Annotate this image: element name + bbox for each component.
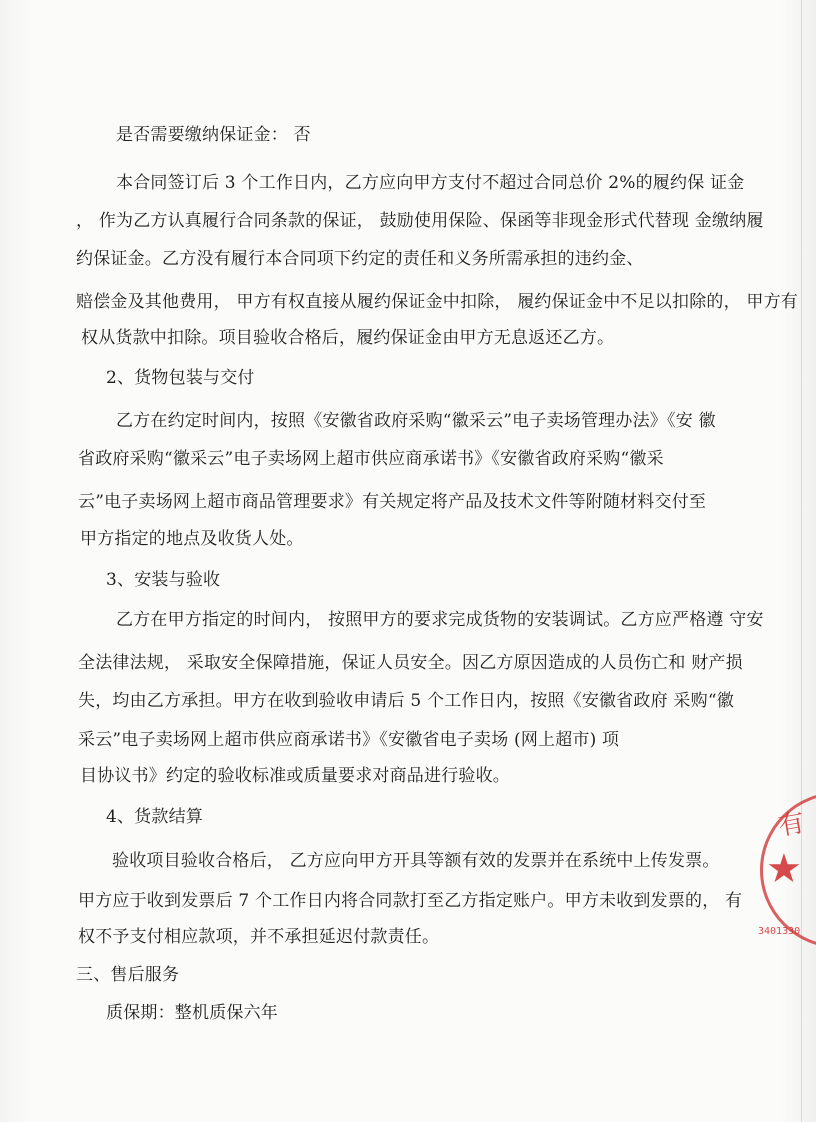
seal-character: 有 [776,807,807,842]
paragraph-line: 乙方在约定时间内，按照《安徽省政府采购“徽采云”电子卖场管理办法》《安 徽 [116,411,716,431]
warranty-line: 质保期：整机质保六年 [106,1003,278,1023]
seal-number: 3401330 [758,926,801,937]
paragraph-line: 验收项目验收合格后， 乙方应向甲方开具等额有效的发票并在系统中上传发票。 [112,851,720,871]
paragraph-line: 甲方应于收到发票后 7 个工作日内将合同款打至乙方指定账户。甲方未收到发票的， 有 [78,891,743,911]
official-seal [752,790,816,960]
section-heading: 2、货物包装与交付 [106,368,255,388]
paragraph-line: 本合同签订后 3 个工作日内，乙方应向甲方支付不超过合同总价 2%的履约保 证金 [116,173,745,193]
seal-star-icon: ★ [766,846,802,892]
paragraph-line: ， 作为乙方认真履行合同条款的保证， 鼓励使用保险、保函等非现金形式代替现 金缴纳履 [76,211,764,231]
paragraph-line: 全法律法规， 采取安全保障措施，保证人员安全。因乙方原因造成的人员伤亡和 财产损 [78,653,743,673]
paragraph-line: 甲方指定的地点及收货人处。 [80,529,304,549]
paragraph-line: 失，均由乙方承担。甲方在收到验收申请后 5 个工作日内，按照《安徽省政府 采购“徽 [78,691,734,711]
paragraph-line: 目协议书》约定的验收标准或质量要求对商品进行验收。 [80,766,510,786]
paragraph-line: 省政府采购“徽采云”电子卖场网上超市供应商承诺书》《安徽省政府采购“徽采 [78,449,664,469]
section-heading: 4、货款结算 [106,807,204,827]
paragraph-line: 云”电子卖场网上超市商品管理要求》有关规定将产品及技术文件等附随材料交付至 [78,492,707,512]
paragraph-line: 采云”电子卖场网上超市供应商承诺书》《安徽省电子卖场 (网上超市) 项 [78,730,620,750]
paragraph-line: 乙方在甲方指定的时间内， 按照甲方的要求完成货物的安装调试。乙方应严格遵 守安 [116,610,764,630]
paragraph-line: 赔偿金及其他费用， 甲方有权直接从履约保证金中扣除， 履约保证金中不足以扣除的， 甲方有 [76,292,799,312]
section-heading: 3、安装与验收 [106,570,221,590]
deposit-required-line: 是否需要缴纳保证金： 否 [116,125,311,145]
section-heading: 三、售后服务 [76,965,180,985]
paragraph-line: 权不予支付相应款项，并不承担延迟付款责任。 [78,927,440,947]
paragraph-line: 约保证金。乙方没有履行本合同项下约定的责任和义务所需承担的违约金、 [76,249,644,269]
paragraph-line: 权从货款中扣除。项目验收合格后，履约保证金由甲方无息返还乙方。 [81,328,615,348]
